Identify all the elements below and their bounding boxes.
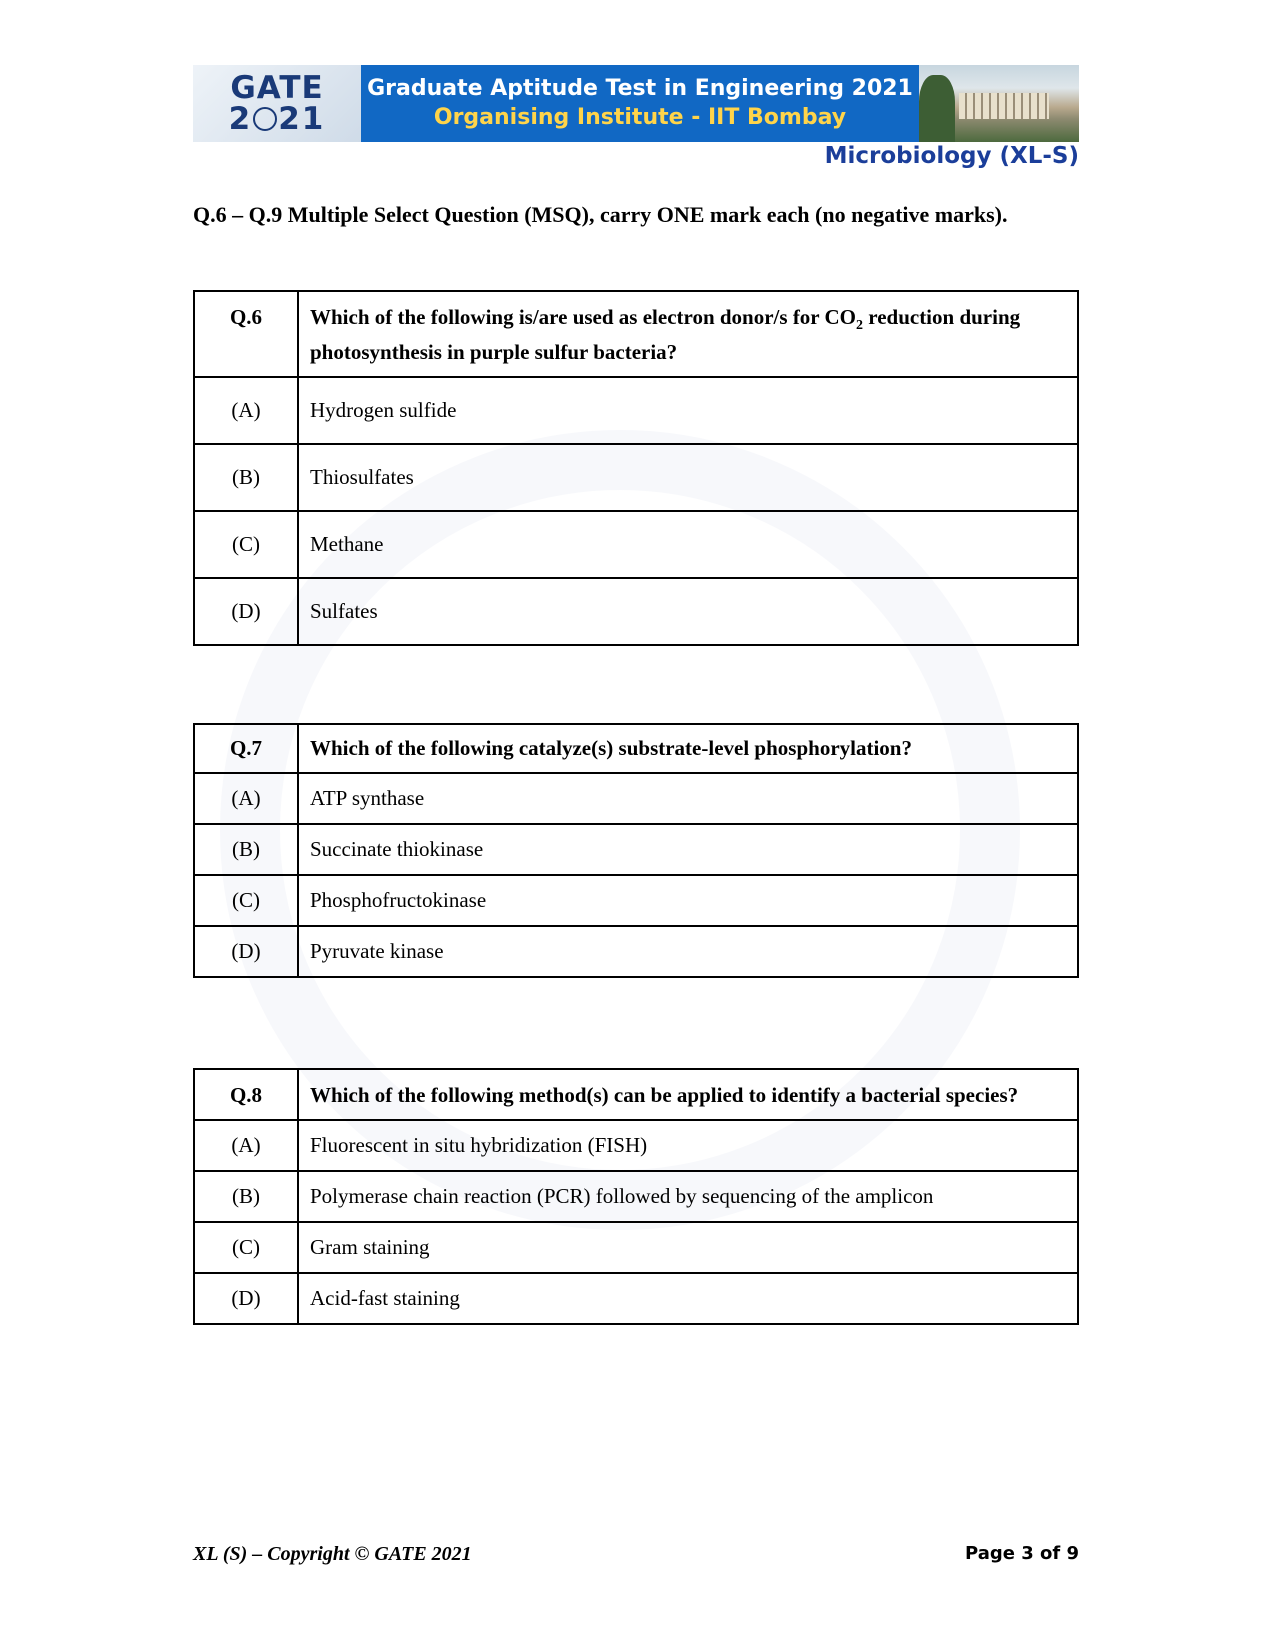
option-row	[194, 1120, 1078, 1171]
banner-title: Graduate Aptitude Test in Engineering 2021	[367, 75, 913, 101]
option-label: (B)	[194, 824, 298, 875]
tree-graphic	[919, 75, 955, 142]
gate-logo	[193, 65, 361, 142]
option-label: (D)	[194, 926, 298, 977]
option-label: (D)	[194, 578, 298, 645]
option-label: (C)	[194, 875, 298, 926]
question-text: Which of the following catalyze(s) substrate-level phosphorylation?	[298, 724, 1078, 773]
option-label: (D)	[194, 1273, 298, 1324]
seal-icon	[253, 107, 277, 131]
question-text: Which of the following is/are used as electron donor/s for $CO_2$ reduction during photosynthesis in purple sulfur bacteria?	[298, 291, 1078, 377]
option-text: Pyruvate kinase	[298, 926, 1078, 977]
option-row	[194, 511, 1078, 578]
section-heading: Q.6 – Q.9 Multiple Select Question (MSQ), carry ONE mark each (no negative marks).	[193, 202, 1008, 227]
option-text: Acid-fast staining	[298, 1273, 1078, 1324]
question-text: Which of the following method(s) can be applied to identify a bacterial species?	[298, 1069, 1078, 1120]
option-row	[194, 1222, 1078, 1273]
option-label: (C)	[194, 1222, 298, 1273]
question-row	[194, 724, 1078, 773]
banner-title-box	[361, 65, 919, 142]
option-text: Polymerase chain reaction (PCR) followed by sequencing of the amplicon	[298, 1171, 1078, 1222]
page-number: Page 3 of 9	[965, 1543, 1079, 1564]
logo-line2: 2 21	[228, 100, 326, 137]
option-row	[194, 773, 1078, 824]
option-row	[194, 926, 1078, 977]
option-label: (B)	[194, 444, 298, 511]
building-graphic	[959, 93, 1049, 119]
option-text: Succinate thiokinase	[298, 824, 1078, 875]
option-label: (A)	[194, 1120, 298, 1171]
campus-photo	[919, 65, 1079, 142]
question-number: Q.6	[194, 291, 298, 377]
option-row	[194, 578, 1078, 645]
option-text: Thiosulfates	[298, 444, 1078, 511]
option-row	[194, 377, 1078, 444]
question-table-q8	[193, 1068, 1079, 1325]
option-row	[194, 824, 1078, 875]
option-text: ATP synthase	[298, 773, 1078, 824]
question-number: Q.7	[194, 724, 298, 773]
logo-line1: GATE	[230, 69, 324, 106]
header-banner	[193, 65, 1079, 142]
option-row	[194, 1171, 1078, 1222]
option-label: (B)	[194, 1171, 298, 1222]
question-row	[194, 1069, 1078, 1120]
option-text: Gram staining	[298, 1222, 1078, 1273]
option-text: Hydrogen sulfide	[298, 377, 1078, 444]
option-row	[194, 875, 1078, 926]
option-row	[194, 444, 1078, 511]
option-text: Fluorescent in situ hybridization (FISH)	[298, 1120, 1078, 1171]
option-label: (A)	[194, 377, 298, 444]
question-table-q7	[193, 723, 1079, 978]
subject-title: Microbiology (XL-S)	[824, 143, 1079, 169]
option-label: (C)	[194, 511, 298, 578]
option-text: Phosphofructokinase	[298, 875, 1078, 926]
option-label: (A)	[194, 773, 298, 824]
option-row	[194, 1273, 1078, 1324]
question-number: Q.8	[194, 1069, 298, 1120]
banner-subtitle: Organising Institute - IIT Bombay	[433, 104, 847, 130]
option-text: Sulfates	[298, 578, 1078, 645]
question-table-q6	[193, 290, 1079, 646]
question-row	[194, 291, 1078, 377]
footer-copyright: XL (S) – Copyright © GATE 2021	[193, 1543, 472, 1565]
option-text: Methane	[298, 511, 1078, 578]
